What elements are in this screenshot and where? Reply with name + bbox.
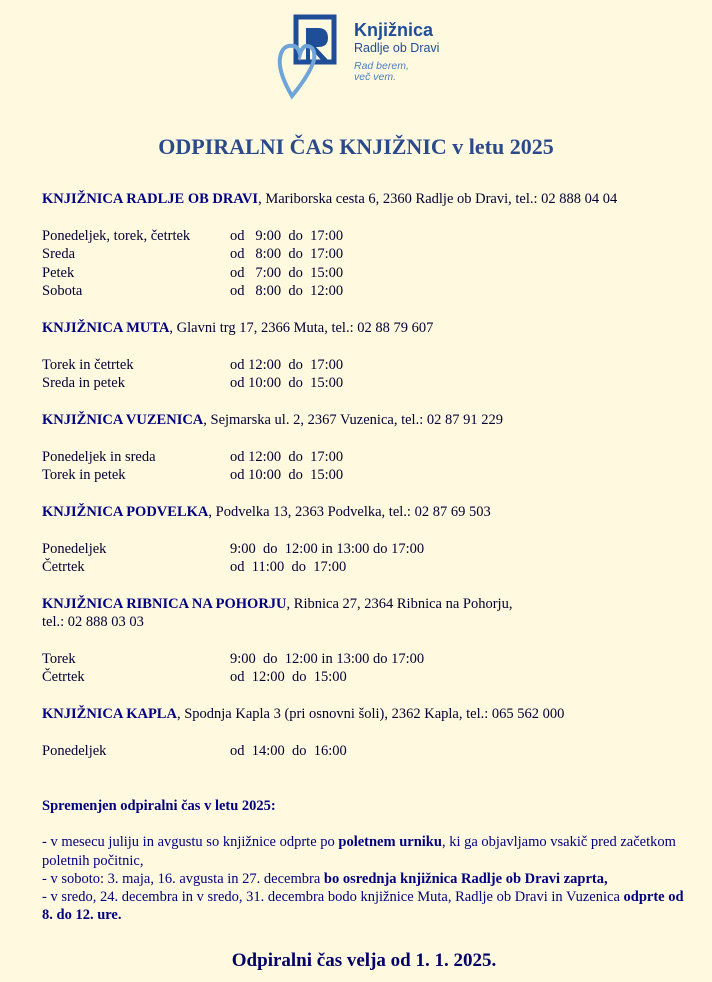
hours-row	[42, 245, 343, 263]
hours-days: Petek	[42, 264, 75, 281]
logo-slogan-line1: Rad berem,	[354, 60, 409, 72]
library-address: , Mariborska cesta 6, 2360 Radlje ob Dravi, tel.: 02 888 04 04	[258, 191, 618, 207]
hours-days: Sobota	[42, 282, 83, 299]
library-name: KNJIŽNICA PODVELKA	[42, 504, 209, 520]
library-header	[42, 705, 692, 723]
library-address: , Podvelka 13, 2363 Podvelka, tel.: 02 87 69 503	[208, 504, 491, 520]
change-december	[42, 888, 692, 925]
hours-days: Ponedeljek, torek, četrtek	[42, 228, 191, 244]
library-header	[42, 411, 692, 429]
hours-time: od 12:00 do 17:00	[230, 357, 344, 373]
hours-time: od 12:00 do 17:00	[230, 449, 344, 465]
change-emphasis: odprte od 8. do 12. ure.	[42, 889, 684, 924]
hours-days: Sreda in petek	[42, 375, 125, 392]
hours-row	[42, 558, 424, 576]
hours-days: Ponedeljek	[42, 541, 107, 557]
library-radlje	[42, 190, 692, 208]
hours-days: Sreda	[42, 246, 76, 263]
logo-name: Knjižnica	[354, 20, 434, 40]
library-name: KNJIŽNICA RADLJE OB DRAVI	[42, 191, 259, 207]
hours-time: od 8:00 do 12:00	[230, 282, 344, 299]
library-podvelka	[42, 503, 692, 521]
library-address: , Spodnja Kapla 3 (pri osnovni šoli), 2362 Kapla, tel.: 065 562 000	[176, 706, 565, 722]
hours-time: 9:00 do 12:00 in 13:00 do 17:00	[230, 651, 425, 667]
hours-days: Ponedeljek in sreda	[42, 449, 156, 465]
hours-time: od 11:00 do 17:00	[230, 559, 347, 576]
logo-slogan	[354, 61, 434, 83]
hours-row	[42, 282, 343, 300]
change-emphasis: poletnem urniku	[338, 834, 442, 851]
change-summer	[42, 833, 692, 870]
hours-time: od 10:00 do 15:00	[230, 375, 344, 392]
library-address-line2: tel.: 02 888 03 03	[42, 614, 144, 630]
library-address: , Glavni trg 17, 2366 Muta, tel.: 02 88 79 607	[169, 320, 434, 336]
hours-ribnica	[42, 650, 424, 687]
hours-row	[42, 448, 343, 466]
hours-time: od 8:00 do 17:00	[230, 246, 344, 263]
changes-heading: Spremenjen odpiralni čas v letu 2025:	[42, 798, 276, 814]
schedule-changes	[42, 797, 692, 925]
hours-time: od 9:00 do 17:00	[230, 228, 344, 244]
validity-footer: Odpiralni čas velja od 1. 1. 2025.	[231, 950, 497, 971]
hours-row	[42, 374, 343, 392]
logo-mark-icon	[276, 14, 352, 100]
change-text: , ki ga objavljamo vsakič pred začetkom poletnih počitnic,	[42, 834, 676, 869]
hours-row	[42, 356, 343, 374]
library-name: KNJIŽNICA KAPLA	[42, 706, 177, 722]
hours-days: Torek in petek	[42, 467, 126, 484]
library-logo	[276, 14, 446, 100]
logo-slogan-line2: več vem.	[354, 71, 397, 83]
hours-days: Četrtek	[42, 669, 85, 686]
hours-row	[42, 540, 424, 558]
hours-days: Ponedeljek	[42, 743, 107, 759]
library-kapla	[42, 705, 692, 723]
library-vuzenica	[42, 411, 692, 429]
hours-time: od 10:00 do 15:00	[230, 467, 344, 484]
hours-kapla	[42, 742, 347, 760]
hours-days: Torek	[42, 651, 76, 667]
hours-days: Torek in četrtek	[42, 357, 134, 373]
library-ribnica	[42, 595, 692, 631]
logo-location: Radlje ob Dravi	[354, 41, 440, 55]
hours-days: Četrtek	[42, 559, 85, 576]
change-text: - v sredo, 24. decembra in v sredo, 31. decembra bodo knjižnice Muta, Radlje ob Dravi in Vuzenica	[42, 889, 624, 906]
library-header	[42, 595, 692, 613]
hours-row	[42, 264, 343, 282]
library-name: KNJIŽNICA MUTA	[42, 320, 170, 336]
library-address: , Sejmarska ul. 2, 2367 Vuzenica, tel.: 02 87 91 229	[203, 412, 503, 428]
change-emphasis: bo osrednja knjižnica Radlje ob Dravi zaprta,	[323, 870, 608, 887]
hours-podvelka	[42, 540, 424, 577]
library-name: KNJIŽNICA RIBNICA NA POHORJU	[42, 596, 287, 612]
hours-row	[42, 742, 347, 760]
library-muta	[42, 319, 692, 337]
hours-radlje	[42, 227, 343, 300]
hours-vuzenica	[42, 448, 343, 485]
change-text: - v soboto: 3. maja, 16. avgusta in 27. decembra	[42, 870, 324, 887]
hours-row	[42, 227, 343, 245]
page-title: ODPIRALNI ČAS KNJIŽNIC v letu 2025	[158, 134, 554, 159]
change-saturdays	[42, 870, 692, 888]
library-address: , Ribnica 27, 2364 Ribnica na Pohorju,	[286, 596, 513, 612]
hours-time: od 14:00 do 16:00	[230, 743, 347, 759]
hours-time: 9:00 do 12:00 in 13:00 do 17:00	[230, 541, 425, 557]
library-header	[42, 319, 692, 337]
library-name: KNJIŽNICA VUZENICA	[42, 412, 204, 428]
hours-row	[42, 466, 343, 484]
hours-row	[42, 668, 424, 686]
library-header	[42, 503, 692, 521]
change-text: - v mesecu juliju in avgustu so knjižnice odprte po	[42, 834, 339, 851]
hours-time: od 7:00 do 15:00	[230, 264, 344, 281]
hours-row	[42, 650, 424, 668]
hours-muta	[42, 356, 343, 393]
hours-time: od 12:00 do 15:00	[230, 669, 347, 686]
library-header	[42, 190, 692, 208]
